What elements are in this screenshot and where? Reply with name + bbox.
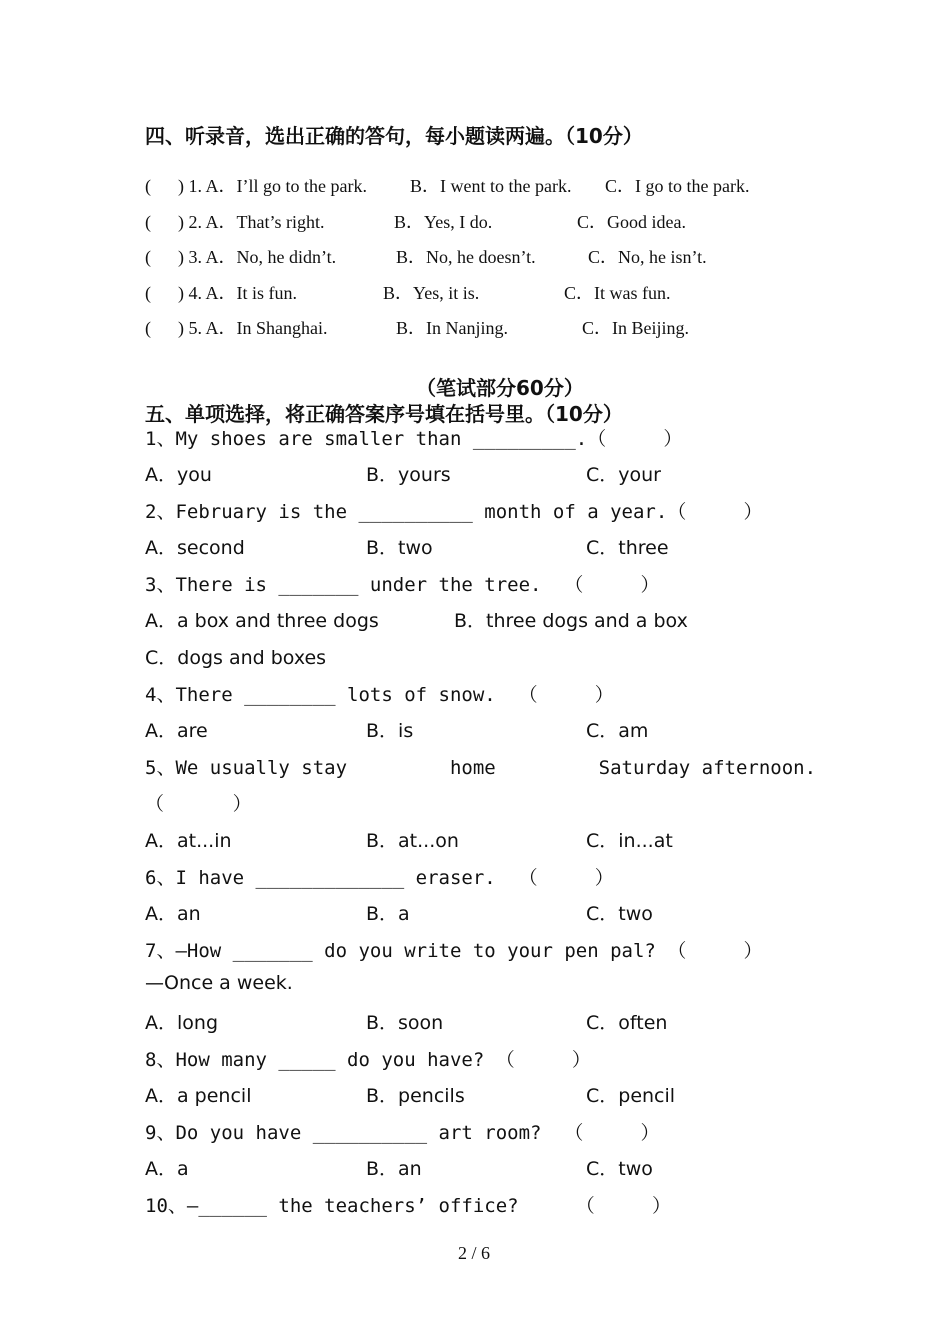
question-3-option-b: B．three dogs and a box bbox=[454, 610, 688, 632]
written-part-title: （笔试部分60分） bbox=[416, 376, 584, 400]
question-5-answer-bracket: （ ） bbox=[145, 793, 252, 815]
question-6-option-b: B．a bbox=[366, 903, 410, 925]
listening-item-2-option-b: B．Yes, I do. bbox=[394, 212, 493, 232]
question-9-option-b: B．an bbox=[366, 1158, 422, 1180]
question-8-option-a: A．a pencil bbox=[145, 1085, 252, 1107]
question-6-option-c: C．two bbox=[586, 903, 653, 925]
listening-item-5-option-c: C．In Beijing. bbox=[582, 318, 689, 338]
question-6: 6、I have _____________ eraser. （ ） bbox=[145, 867, 614, 889]
question-9-option-a: A．a bbox=[145, 1158, 189, 1180]
question-3-option-c: C．dogs and boxes bbox=[145, 647, 327, 669]
listening-item-3-option-b: B．No, he doesn’t. bbox=[396, 247, 536, 267]
question-4: 4、There ________ lots of snow. （ ） bbox=[145, 684, 614, 706]
question-7-option-b: B．soon bbox=[366, 1012, 444, 1034]
question-1-option-a: A．you bbox=[145, 464, 212, 486]
question-1-option-b: B．yours bbox=[366, 464, 451, 486]
question-6-option-a: A．an bbox=[145, 903, 201, 925]
section5-heading: 五、单项选择，将正确答案序号填在括号里。（10分） bbox=[145, 402, 623, 426]
question-2-option-b: B．two bbox=[366, 537, 433, 559]
question-5-option-b: B．at...on bbox=[366, 830, 459, 852]
listening-item-4-option-b: B．Yes, it is. bbox=[383, 283, 480, 303]
listening-item-5: ( ) 5. A．In Shanghai. bbox=[145, 318, 328, 338]
question-5-option-a: A．at...in bbox=[145, 830, 232, 852]
question-1: 1、My shoes are smaller than _________.（ ） bbox=[145, 428, 683, 450]
question-4-option-b: B．is bbox=[366, 720, 414, 742]
question-5: 5、We usually stay home Saturday afternoon. bbox=[145, 757, 817, 779]
page-number: 2 / 6 bbox=[458, 1243, 491, 1263]
listening-item-3: ( ) 3. A．No, he didn’t. bbox=[145, 247, 337, 267]
question-9-option-c: C．two bbox=[586, 1158, 653, 1180]
listening-item-3-option-c: C．No, he isn’t. bbox=[588, 247, 707, 267]
listening-item-5-option-b: B．In Nanjing. bbox=[396, 318, 508, 338]
listening-item-1: ( ) 1. A．I’ll go to the park. bbox=[145, 176, 367, 196]
section4-heading: 四、听录音，选出正确的答句，每小题读两遍。（10分） bbox=[145, 124, 643, 148]
question-7: 7、—How _______ do you write to your pen pal? （ ） bbox=[145, 940, 763, 962]
question-8: 8、How many _____ do you have? （ ） bbox=[145, 1049, 591, 1071]
listening-item-4: ( ) 4. A．It is fun. bbox=[145, 283, 297, 303]
listening-item-1-option-c: C．I go to the park. bbox=[605, 176, 750, 196]
question-2-option-c: C．three bbox=[586, 537, 669, 559]
question-8-option-c: C．pencil bbox=[586, 1085, 676, 1107]
listening-item-2: ( ) 2. A．That’s right. bbox=[145, 212, 325, 232]
question-3-option-a: A．a box and three dogs bbox=[145, 610, 379, 632]
listening-item-2-option-c: C．Good idea. bbox=[577, 212, 686, 232]
question-2-option-a: A．second bbox=[145, 537, 245, 559]
question-3: 3、There is _______ under the tree. （ ） bbox=[145, 574, 660, 596]
question-1-option-c: C．your bbox=[586, 464, 661, 486]
question-10: 10、—______ the teachers’ office? （ ） bbox=[145, 1195, 671, 1217]
question-8-option-b: B．pencils bbox=[366, 1085, 465, 1107]
question-5-option-c: C．in...at bbox=[586, 830, 673, 852]
question-4-option-c: C．am bbox=[586, 720, 649, 742]
question-7-option-a: A．long bbox=[145, 1012, 219, 1034]
listening-item-1-option-b: B．I went to the park. bbox=[410, 176, 572, 196]
question-2: 2、February is the __________ month of a year.（ ） bbox=[145, 501, 763, 523]
listening-item-4-option-c: C．It was fun. bbox=[564, 283, 671, 303]
question-4-option-a: A．are bbox=[145, 720, 208, 742]
question-7-option-c: C．often bbox=[586, 1012, 668, 1034]
question-7-reply: —Once a week. bbox=[145, 972, 293, 994]
question-9: 9、Do you have __________ art room? （ ） bbox=[145, 1122, 660, 1144]
